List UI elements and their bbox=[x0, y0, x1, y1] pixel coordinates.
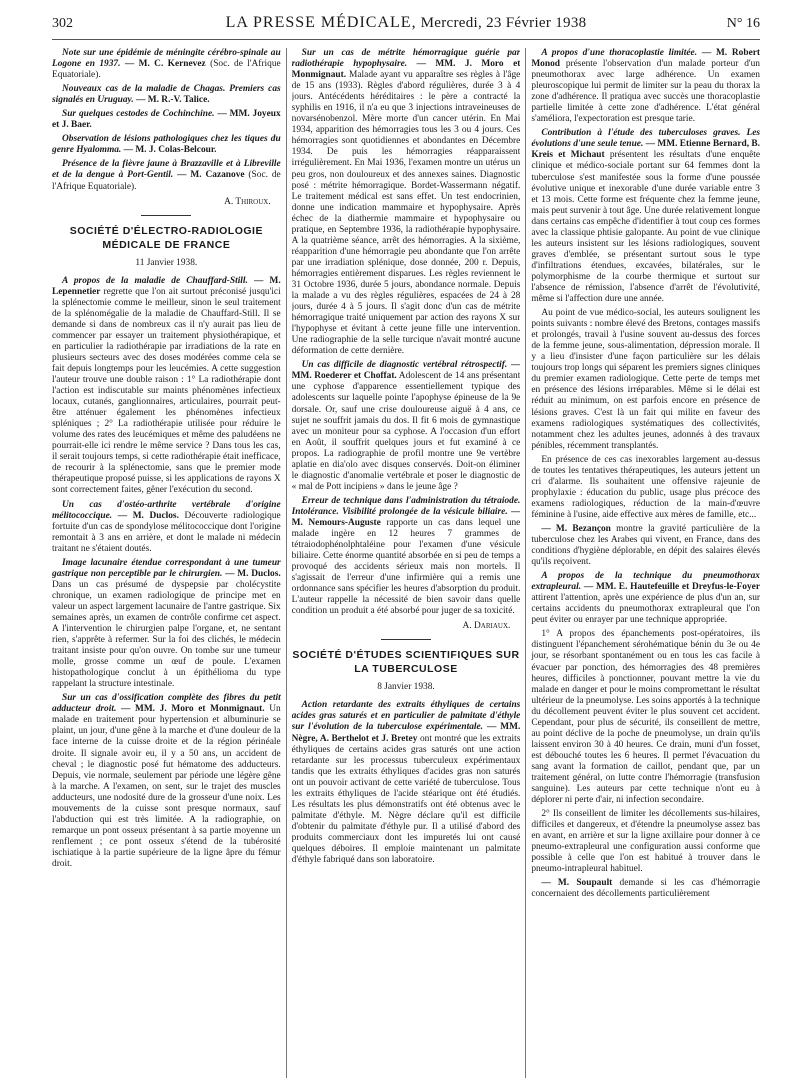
item-text: Malade ayant vu apparaître ses règles à l'âge de 15 ans (1933). Règles d'abord régulières, durée 3 à 4 jours. Antécédents héréditaires : le père a contracté la syphilis en 1916, il n'a eu que 3 injections intraveineuses de novarsénobenzol. Mère morte d'un cancer utérin. En Mai 1934, apparition des hémorragies tous les 3 ou 4 jours. Ces hémorragies sont quotidiennes et abondantes en Décembre 1934. De puis les hémorragies réapparaissent irrégulièrement. En Mai 1936, l'examen montre un utérus un peu gros, non douloureux et des annexes saines. Diagnostic posé : métrite hémorragique. Bordet-Wassermann négatif. Le traitement médical est sans effet. Un test endocrinien, donne une indication mammaire et hypophysaire. Après échec de la diathermie mammaire et hypophysaire ou pratique, en Septembre 1936, la radiothérapie hypophysaire. A la quatrième séance, arrêt des hémorragies. A la sixième, réapparition d'une hémorragie peu abondante que l'on arrête par une irradiation splénique, dose donnée, 200 r. Depuis, hémorragies entièrement disparues. Les règles reviennent le 31 Octobre 1936, durée 5 jours, abondance normale. Depuis la malade a vu des règles régulières, espacées de 24 à 28 jours, durée 4 à 5 jours. Il s'agit donc d'un cas de métrite hémorragique traité uniquement par action des rayons X sur l'hypophyse et évitant à cette jeune fille une intervention. Une radiographie de la selle turcique n'avait montré aucune déformation de cette dernière. bbox=[291, 70, 521, 357]
paragraph bbox=[52, 84, 281, 106]
paragraph bbox=[292, 700, 521, 866]
paragraph bbox=[531, 629, 760, 806]
journal-title bbox=[112, 14, 700, 32]
item-text: regrette que l'on ait surtout préconisé jusqu'ici la splénectomie comme le meilleur, sinon le seul traitement de la splénomégalie de la maladie de Chauffard-Still. Il se demande si dans de nombreux cas il n'y aurait pas lieu de commencer par essayer un traitement physiothérapique, et en particulier la radiothérapie par irradiations de la rate en plusieurs secteurs avec des doses modérées comme cela se fait depuis longtemps pour les leucémies. A cette suggestion l'auteur trouve une double raison : 1° La radiothérapie dont l'action est indiscutable sur maints phénomènes infectieux locaux, cutanés, ganglionnaires, articulaires, pourrait peut-être atténuer également les phénomènes infectieux spléniques ; 2° La radiothérapie utilisée pour réduire le volume des rates des leucémiques et même des paludéens ne pourrait-elle ici rendre le même service ? Dans tous les cas, il serait toujours temps, si cette radiothérapie était inefficace, de recourir à la splénectomie, sans que le premier mode thérapeutique proposé puisse, si les applications de rayons X sont correctement faites, gêner l'exécution du second. bbox=[52, 286, 281, 496]
signature: A. Dariaux. bbox=[462, 621, 511, 632]
item-authors: — M. J. Colas-Belcour. bbox=[123, 145, 217, 156]
paragraph bbox=[52, 500, 281, 555]
item-title: A propos d'une thoracoplastie limitée. bbox=[541, 48, 698, 58]
paragraph bbox=[531, 48, 760, 125]
column-2 bbox=[292, 48, 521, 1078]
item-authors: — MM. Joyeux et J. Baer. bbox=[52, 109, 281, 131]
column-3 bbox=[531, 48, 760, 1078]
item-authors: — MM. E. Hautefeuille et Dreyfus-le-Foyer bbox=[583, 582, 760, 593]
item-text: Adolescent de 14 ans présentant une cyphose d'apparence essentiellement typique des adolescents sur laquelle pointe l'apophyse épineuse de la 9e dorsale. Or, sauf une crise douloureuse aiguë à 4 ans, ce sujet ne souffrit jamais du dos. Il fit 6 mois de gymnastique avec un moniteur pour sa cyphose. A l'occasion d'un effort en Août, il souffrit quelques jours et fut examiné à ce propos. La radiographie de profil montre une 9e vertèbre aplatie en dia'olo avec disques conservés. Doit-on éliminer le diagnostic d'anomalie vertébrale et poser le diagnostic de « mal de Pott incipiens » dans le jeune âge ? bbox=[291, 371, 521, 492]
item-text: demande si les cas d'hémorragie concernaient des décollements particulièrement bbox=[531, 878, 760, 900]
item-text: présentent les résultats d'une enquête clinique et médico-sociale portant sur 64 femmes dont la tuberculose s'est manifestée sous la forme d'une poussée évolutive unique et inexorable d'une durée variable entre 3 et 13 mois. Cette forme est fréquente chez la femme jeune, mais peut survenir à tout âge. Une durée relativement longue dans certains cas empêche d'identifier à tout coup ces formes avec la classique phtisie galopante. Au point de vue clinique les auteurs insistent sur les lésions radiologiques, souvent graves d'emblée, se présentant surtout sous le type d'infiltrations étendues, excavées, bilatérales, sur le polymorphisme de la courbe thermique et surtout sur l'absence de rémission, l'absence d'arrêt de l'évolutivité, même si l'affection dure une année. bbox=[531, 150, 760, 305]
item-title: Présence de la fièvre jaune à Brazzaville et à Libreville et de la dengue à Port-Gentil. bbox=[52, 159, 281, 181]
item-title: Action retardante des extraits éthyliques de certains acides gras saturés et en particulier de palmitate d'éthyle sur l'évolution de la tuberculose expérimentale. bbox=[291, 700, 521, 733]
divider bbox=[141, 215, 191, 216]
session-items bbox=[52, 276, 281, 870]
item-authors: — MM. Nègre, A. Berthelot et J. Bretey bbox=[291, 722, 521, 744]
item-title: A propos de la maladie de Chauffard-Still. bbox=[62, 275, 248, 286]
item-title: A propos de la technique du pneumothorax extrapleural. bbox=[531, 571, 760, 593]
item-authors: — M. Robert Monod bbox=[531, 48, 760, 70]
item-title: Observation de lésions pathologiques chez les tiques du genre Hyalomma. bbox=[52, 134, 281, 156]
journal-name: LA PRESSE MÉDICALE, bbox=[225, 14, 417, 31]
item-authors: — M. Cazanove bbox=[177, 170, 245, 181]
item-text: Découverte radiologique fortuite d'un cas de spondylose mélitococcique dont l'origine remontait à 3 ans en arrière, et dont le malade ni médecin traitant ne s'étaient doutés. bbox=[52, 510, 281, 554]
paragraph bbox=[292, 360, 521, 493]
session-date: 11 Janvier 1938. bbox=[135, 257, 198, 268]
session-items bbox=[531, 48, 760, 901]
item-title: Un cas d'ostéo-arthrite vertébrale d'origine mélitococcique. bbox=[52, 499, 281, 521]
item-authors: — M. Duclos. bbox=[225, 568, 281, 579]
column-rule bbox=[286, 48, 287, 1078]
paragraph bbox=[531, 809, 760, 875]
item-title: Image lacunaire étendue correspondant à une tumeur gastrique non perceptible par le chirurgien. bbox=[52, 557, 281, 579]
item-text: rapporte un cas dans lequel une malade ingère en 12 heures 7 grammes de tétraiodophénolphtaléine pour l'examen d'une vésicule biliaire. Cette énorme quantité absorbée en si peu de temps a provoqué des accidents sérieux mais non mortels. Il s'agissait de l'erreur d'une infirmière qui a remis une ordonnance sans spécifier les heures d'absorption du produit. L'auteur rappelle la nécessité de bien savoir dans quelle condition un produit a été absorbé pour juger de sa toxicité. bbox=[291, 517, 521, 617]
paragraph bbox=[52, 693, 281, 870]
item-authors: — MM. J. Moro et Monmignaut. bbox=[291, 59, 521, 81]
paragraph bbox=[531, 571, 760, 626]
paragraph bbox=[531, 455, 760, 521]
running-header bbox=[52, 14, 760, 40]
item-title: Sur un cas d'ossification complète des fibres du petit adducteur droit. bbox=[52, 693, 281, 715]
intro-items bbox=[52, 48, 281, 193]
paragraph bbox=[531, 128, 760, 305]
item-authors: — MM. Roederer et Choffat. bbox=[291, 360, 521, 382]
session-items bbox=[292, 48, 521, 617]
item-title: Contribution à l'étude des tuberculoses graves. Les évolutions d'une seule tenue. bbox=[531, 128, 760, 150]
session-date: 8 Janvier 1938. bbox=[377, 682, 435, 693]
column-1 bbox=[52, 48, 281, 1078]
item-text: présente l'observation d'un malade porteur d'un pneumothorax avec large adhérence. Un examen pleuroscopique lui permit de limiter sur la peau du thorax la zone d'adhérence. Il pratiqua avec succès une thoracoplastie partielle limitée à cette zone d'adhérence. L'état général s'améliora, l'expectoration est presque tarie. bbox=[531, 59, 760, 125]
item-text: 1° A propos des épanchements post-opératoires, ils distinguent l'épanchement sérohématique bénin du 3e ou 4e jour, se résorbant spontanément ou en tous les cas facile à évacuer par ponction, des hémorragies des 48 premières heures, difficiles à ponctionner, pouvant mettre la vie du malade en danger et pour le moins compromettant le résultat ultérieur de la pneumolyse. Les soins apportés à la technique du décollement peuvent éviter le plus souvent cet accident. Cependant, pour plus de sécurité, ils conseillent de mettre, au point déclive de la poche de pneumolyse, un drain qu'ils laissent environ 30 à 40 heures. Ce drain, muni d'un fosset, est débouché toutes les 6 heures. Il permet l'évacuation du sang avant la formation de caillot, pendant que, par un traitement général, on lutte contre l'hémorragie (transfusion sanguine). Les auteurs par cette technique n'ont eu à déplorer ni perte d'air, ni infection secondaire. bbox=[531, 629, 760, 806]
item-authors: — MM. J. Moro et Monmignaut. bbox=[120, 704, 265, 715]
item-authors: — M. Lepennetier bbox=[52, 275, 281, 297]
paragraph bbox=[292, 48, 521, 357]
society-title: SOCIÉTÉ D'ÉTUDES SCIENTIFIQUES SUR LA TUBERCULOSE bbox=[292, 649, 520, 676]
paragraph bbox=[52, 48, 281, 81]
item-text: Au point de vue médico-social, les auteurs soulignent les points suivants : nombre élevé des Bretons, contages massifs et prolongés, travail à l'usine souvent au-dessus des forces de la femme jeune, sous-alimentation, dépression morale. Il y a lieu d'insister d'une façon particulière sur les délais toujours trop longs qui séparent les premiers signes cliniques du premier examen radiologique. Cette perte de temps met en présence des lésions irréparables. Même si le délai est réduit au minimum, on est parfois encore en présence de lésions graves. C'est là un fait qui milite en faveur des examens radiologiques systématiques des collectivités, notamment chez les adultes jeunes, adonnés à des travaux pénibles, récemment transplantés. bbox=[531, 308, 760, 451]
page-number: 302 bbox=[52, 16, 73, 31]
paragraph bbox=[52, 159, 281, 192]
item-title: Un cas difficile de diagnostic vertébral rétrospectif. bbox=[301, 360, 508, 371]
item-text: 2° Ils conseillent de limiter les décollements sus-hilaires, difficiles et dangereux, et d'étendre la pneumolyse assez bas en avant, en arrière et sur la ligne axillaire pour donner à ce pneumo-extrapleural une configuration aussi conforme que possible à celle que l'on est habitué à trouver dans le pneumo-intrapleural habituel. bbox=[531, 809, 760, 875]
item-authors: — M. Soupault bbox=[541, 878, 613, 889]
columns bbox=[52, 48, 760, 1078]
paragraph bbox=[292, 496, 521, 618]
society-title: SOCIÉTÉ D'ÉLECTRO-RADIOLOGIE MÉDICALE DE FRANCE bbox=[69, 224, 263, 251]
paragraph bbox=[531, 524, 760, 568]
column-rule bbox=[525, 48, 526, 1078]
item-title: Sur quelques cestodes de Cochinchine. bbox=[62, 109, 215, 120]
item-text: montre la gravité particulière de la tuberculose chez les Arabes qui vivent, en France, dans des conditions d'hygiène déplorable, en dépit des salaires élevés qu'ils reçoivent. bbox=[531, 523, 760, 568]
item-text: (Soc. de l'Afrique Equatoriale). bbox=[52, 170, 281, 192]
item-text: (Soc. de l'Afrique Equatoriale). bbox=[52, 59, 281, 81]
divider bbox=[381, 639, 431, 640]
item-authors: — M. R.-V. Talice. bbox=[136, 95, 210, 106]
item-authors: — MM. Etienne Bernard, B. Kreis et Michaut bbox=[531, 139, 760, 161]
item-authors: — M. Nemours-Auguste bbox=[291, 506, 521, 528]
issue-number: N° 16 bbox=[726, 16, 760, 31]
session-items bbox=[292, 700, 521, 866]
item-title: Nouveaux cas de la maladie de Chagas. Premiers cas signalés en Uruguay. bbox=[52, 84, 281, 106]
issue-date: Mercredi, 23 Février 1938 bbox=[420, 15, 587, 31]
item-text: Dans un cas présumé de dyspepsie par cholécystite chronique, un examen radiologique de principe met en valeur un aspect largement lacunaire de l'antre gastrique. Six semaines après, un examen de contrôle confirme cet aspect. A l'intervention le chirurgien palpe l'organe, et, ne sentant rien, s'apprête à refermer. Sur la foi des clichés, le médecin traitant insiste pour qu'on ouvre. On tombe sur une tumeur molle, grosse comme un œuf de poule. L'examen histopathologique conclut à un épithélioma du type rappelant la structure intestinale. bbox=[52, 579, 281, 690]
item-authors: — M. Duclos. bbox=[117, 510, 179, 521]
paragraph bbox=[52, 276, 281, 497]
paragraph bbox=[52, 134, 281, 156]
paragraph bbox=[531, 308, 760, 452]
item-text: attirent l'attention, après une expérience de plus d'un an, sur certains accidents du pneumothorax extrapleural que l'on peut éviter ou enrayer par une technique appropriée. bbox=[531, 593, 760, 626]
item-authors: — M. C. Kernevez bbox=[124, 59, 206, 70]
paragraph bbox=[52, 558, 281, 691]
item-text: En présence de ces cas inexorables largement au-dessus de toutes les tentatives thérapeutiques, les auteurs jettent un cri d'alarme. Ils souhaitent une offensive rajeunie de prophylaxie : éducation du public, usage plus précoce des examens radiologiques, réduction de la main-d'œuvre féminine à l'usine, aide effective aux mères de famille, etc... bbox=[531, 454, 760, 520]
item-title: Sur un cas de métrite hémorragique guérie par radiothérapie hypophysaire. bbox=[291, 48, 521, 70]
paragraph bbox=[531, 878, 760, 900]
item-title: Note sur une épidémie de méningite cérébro-spinale au Logone en 1937. bbox=[52, 48, 281, 70]
item-authors: — M. Bezançon bbox=[541, 523, 611, 534]
paragraph bbox=[52, 109, 281, 131]
item-title: Erreur de technique dans l'administration du tétraiode. Intolérance. Visibilité prolongée de la vésicule biliaire. bbox=[291, 495, 521, 517]
signature: A. Thiroux. bbox=[224, 196, 271, 207]
item-text: Un malade en traitement pour hypertension et albuminurie se plaint, un jour, d'une gêne à la marche et d'une douleur de la face interne de la cuisse droite et de la région périnéale droite. Il signale avoir eu, il y a 50 ans, un accident de cheval ; le diagnostic posé fut hématome des adducteurs. Depuis, vie normale, seulement par période une légère gêne à la marche. A l'examen, on sent, sur le trajet des muscles adducteurs, une nodosité dure de la grosseur d'une noix. Les mouvements de la cuisse sont presque normaux, sauf l'abduction qui est très limitée. A la radiographie, on remarque un pont osseux présentant à sa partie moyenne un renflement ; ce pont osseux s'étend de la tubérosité ischiatique à la partie supérieure de la ligne âpre du fémur droit. bbox=[52, 704, 281, 869]
item-text: ont montré que les extraits éthyliques de certains acides gras saturés ont une action retardante sur les processus tuberculeux expérimentaux tandis que les extraits éthyliques d'acides gras non saturés ont un pouvoir activant de cette variété de tuberculose. Tous les extraits éthyliques de l'acide stéarique ont été étudiés. Les résultats les plus démonstratifs ont été obtenus avec le palmitate d'éthyle. M. Nègre déclare qu'il est difficile d'obtenir du palmitate d'éthyle pur. Il a utilisé d'abord des produits commerciaux dont les impuretés lui ont causé quelques déboires. Il emploie maintenant un palmitate d'éthyle fabriqué dans son laboratoire. bbox=[291, 733, 521, 866]
